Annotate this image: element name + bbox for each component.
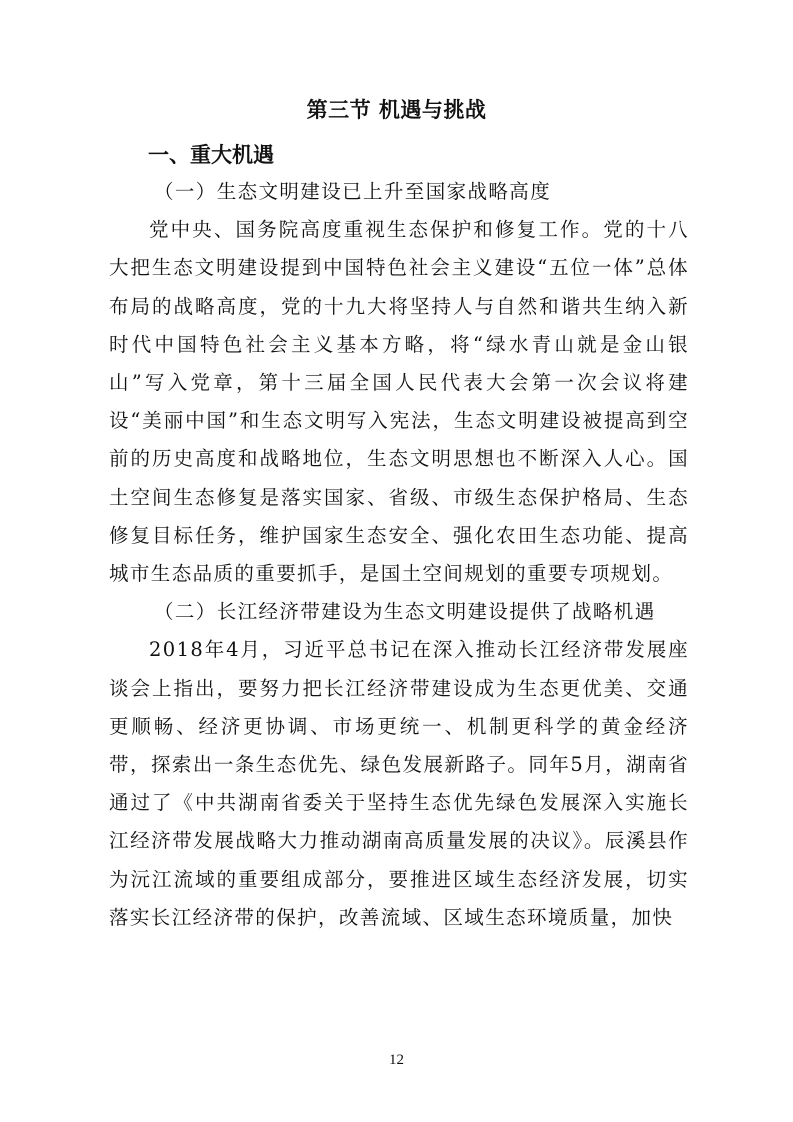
heading-major-opportunities: 一、重大机遇 [148,143,274,167]
subheading-yangtze-economic-belt: （二）长江经济带建设为生态文明建设提供了战略机遇 [154,600,656,624]
page-number: 12 [389,1052,404,1068]
body-text [109,173,689,937]
subheading-ecological-civilization: （一）生态文明建设已上升至国家战略高度 [154,180,552,203]
paragraph-ecological-civilization: 党中央、国务院高度重视生态保护和修复工作。党的十八大把生态文明建设提到中国特色社会主义建设“五位一体”总体布局的战略高度，党的十九大将坚持人与自然和谐共生纳入新时代中国特色社会主义基本方略，将“绿水青山就是金山银山”写入党章，第十三届全国人民代表大会第一次会议将建设“美丽中国”和生态文明写入宪法，生态文明建设被提高到空前的历史高度和战略地位，生态文明思想也不断深入人心。国土空间生态修复是落实国家、省级、市级生态保护格局、生态修复目标任务，维护国家生态安全、强化农田生态功能、提高城市生态品质的重要抓手，是国土空间规划的重要专项规划。 [109,218,689,586]
paragraph-yangtze-economic-belt: 2018年4月，习近平总书记在深入推动长江经济带发展座谈会上指出，要努力把长江经济带建设成为生态更优美、交通更顺畅、经济更协调、市场更统一、机制更科学的黄金经济带，探索出一条生态优先、绿色发展新路子。同年5月，湖南省通过了《中共湖南省委关于坚持生态优先绿色发展深入实施长江经济带发展战略大力推动湖南高质量发展的决议》。辰溪县作为沅江流域的重要组成部分，要推进区域生态经济发展，切实落实长江经济带的保护，改善流域、区域生态环境质量，加快 [109,638,689,929]
section-title: 第三节 机遇与挑战 [306,98,487,122]
